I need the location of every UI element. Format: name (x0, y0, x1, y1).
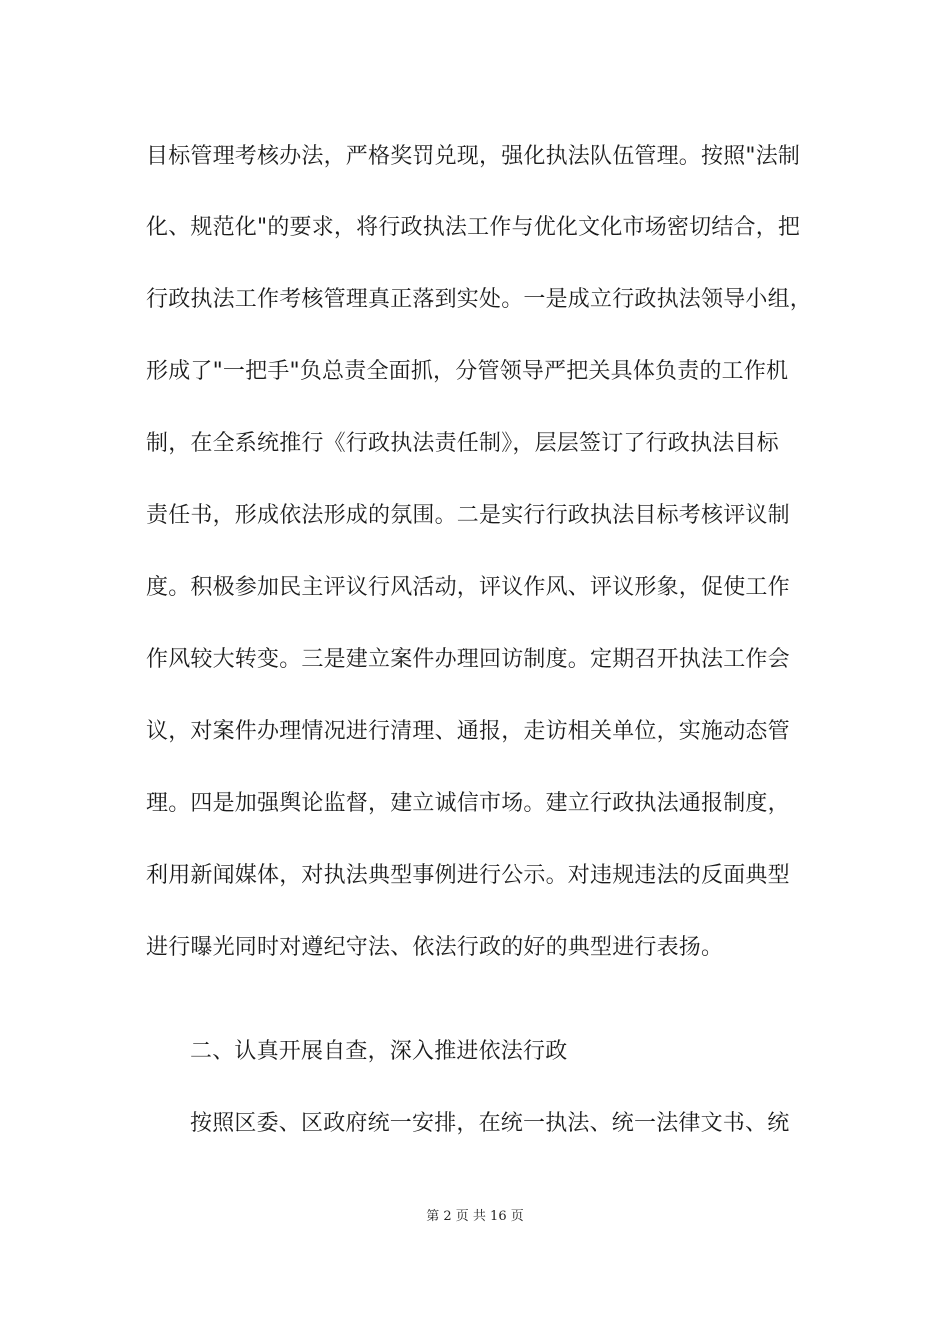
body-line-6: 责任书，形成依法形成的氛围。二是实行行政执法目标考核评议制 (146, 503, 790, 528)
body-line-11: 利用新闻媒体，对执法典型事例进行公示。对违规违法的反面典型 (146, 863, 790, 888)
page-number-footer: 第 2 页 共 16 页 (426, 1209, 524, 1224)
body-line-4: 形成了"一把手"负总责全面抓，分管领导严把关具体负责的工作机 (146, 359, 789, 384)
body-line-2: 化、规范化"的要求，将行政执法工作与优化文化市场密切结合，把 (146, 215, 801, 240)
body-line-1: 目标管理考核办法，严格奖罚兑现，强化执法队伍管理。按照"法制 (146, 144, 801, 169)
body-line-3: 行政执法工作考核管理真正落到实处。一是成立行政执法领导小组， (146, 287, 813, 312)
section-heading: 二、认真开展自查，深入推进依法行政 (190, 1039, 568, 1064)
body-line-8: 作风较大转变。三是建立案件办理回访制度。定期召开执法工作会 (146, 647, 790, 672)
body-line-10: 理。四是加强舆论监督，建立诚信市场。建立行政执法通报制度， (146, 791, 790, 816)
body-line-7: 度。积极参加民主评议行风活动，评议作风、评议形象，促使工作 (146, 575, 790, 600)
body-line-12: 进行曝光同时对遵纪守法、依法行政的好的典型进行表扬。 (146, 935, 724, 960)
paragraph-start-line: 按照区委、区政府统一安排，在统一执法、统一法律文书、统 (190, 1111, 790, 1136)
body-line-5: 制，在全系统推行《行政执法责任制》，层层签订了行政执法目标 (146, 431, 779, 456)
body-line-9: 议，对案件办理情况进行清理、通报，走访相关单位，实施动态管 (146, 719, 790, 744)
